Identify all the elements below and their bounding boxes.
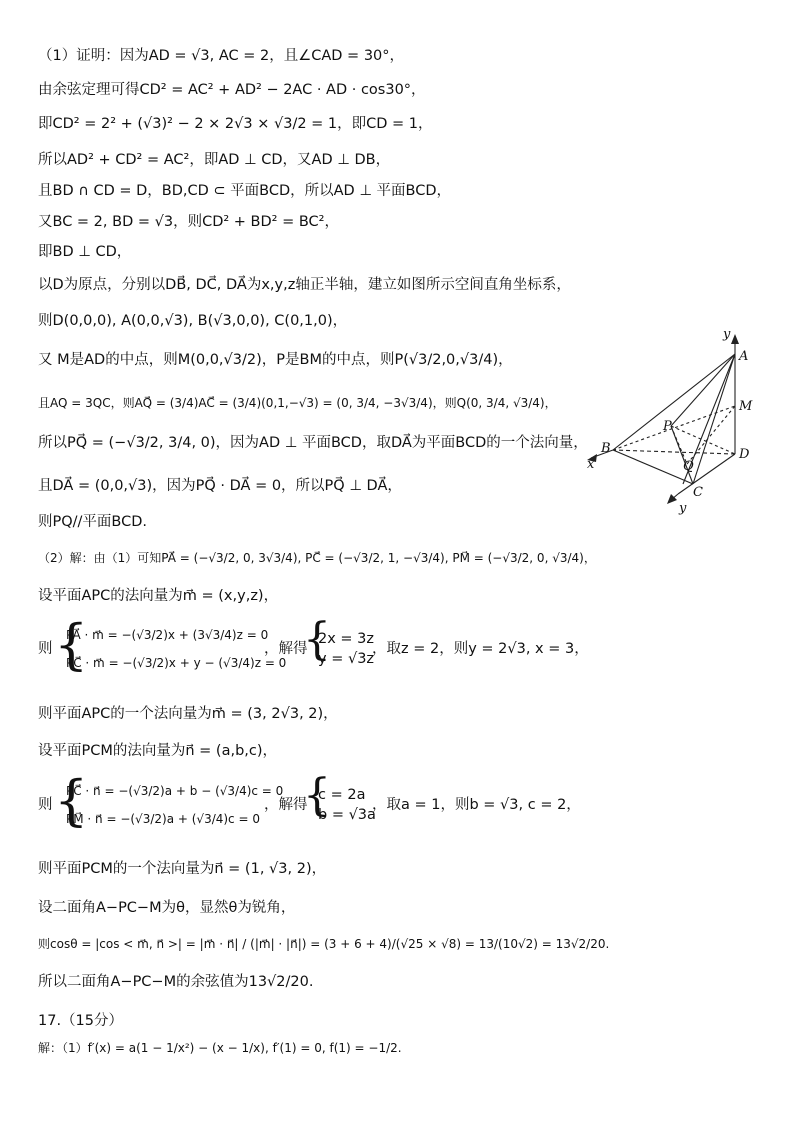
text-line: 则PQ//平面BCD. bbox=[38, 514, 148, 530]
system-prefix: 则 bbox=[38, 797, 53, 813]
text-line: 则cosθ = |cos < m⃗, n⃗ >| = |m⃗ · n⃗| / (|m⃗| · |n⃗|) = (3 + 6 + 4)/(√25 × √8) = 13/(10√2) = 13√2/20. bbox=[38, 937, 610, 951]
label-x: x bbox=[587, 457, 595, 472]
label-y-bottom: y bbox=[679, 501, 687, 516]
label-y-top: y bbox=[723, 327, 731, 342]
edge-pa bbox=[671, 354, 735, 426]
text-line: 设平面PCM的法向量为n⃗ = (a,b,c)， bbox=[38, 743, 278, 759]
equation: PA⃗ · m⃗ = −(√3/2)x + (3√3/4)z = 0 bbox=[66, 628, 269, 642]
text-line: 且BD ∩ CD = D，BD,CD ⊂ 平面BCD，所以AD ⊥ 平面BCD， bbox=[38, 183, 452, 199]
text-line: 由余弦定理可得CD² = AC² + AD² − 2AC · AD · cos30°， bbox=[38, 82, 426, 98]
label-a: A bbox=[739, 349, 749, 364]
text-line: 且DA⃗ = (0,0,√3)，因为PQ⃗ · DA⃗ = 0，所以PQ⃗ ⊥ DA⃗， bbox=[38, 478, 402, 494]
label-d: D bbox=[739, 447, 750, 462]
text-line: 即CD² = 2² + (√3)² − 2 × 2√3 × √3/2 = 1，即CD = 1， bbox=[38, 116, 433, 132]
text-line: 设二面角A−PC−M为θ，显然θ为锐角， bbox=[38, 900, 296, 916]
left-brace: { bbox=[303, 770, 331, 821]
left-brace: { bbox=[54, 613, 89, 676]
system-prefix: 则 bbox=[38, 641, 53, 657]
text-line: 设平面APC的法向量为m⃗ = (x,y,z)， bbox=[38, 588, 279, 604]
equation: PM⃗ · n⃗ = −(√3/2)a + (√3/4)c = 0 bbox=[66, 812, 260, 826]
system-mid: ，解得 bbox=[264, 641, 308, 657]
text-line: 即BD ⊥ CD， bbox=[38, 244, 132, 260]
text-line: 则D(0,0,0), A(0,0,√3), B(√3,0,0), C(0,1,0)， bbox=[38, 313, 348, 329]
equation: PC⃗ · m⃗ = −(√3/2)x + y − (√3/4)z = 0 bbox=[66, 656, 287, 670]
text-line: 则平面PCM的一个法向量为n⃗ = (1, √3, 2)， bbox=[38, 861, 327, 877]
x-axis-hidden bbox=[613, 450, 735, 454]
system-tail: ，取a = 1，则b = √3, c = 2， bbox=[372, 797, 581, 813]
left-brace: { bbox=[54, 769, 89, 832]
text-line: 以D为原点，分别以DB⃗, DC⃗, DA⃗为x,y,z轴正半轴，建立如图所示空间直角坐标系， bbox=[38, 277, 571, 293]
text-line: 解：（1）f′(x) = a(1 − 1/x²) − (x − 1/x), f′(1) = 0, f(1) = −1/2. bbox=[38, 1041, 402, 1055]
text-line: 所以PQ⃗ = (−√3/2, 3/4, 0)，因为AD ⊥ 平面BCD，取DA⃗为平面BCD的一个法向量， bbox=[38, 435, 588, 451]
label-q: Q bbox=[683, 459, 694, 474]
solution: c = 2a bbox=[318, 787, 366, 803]
edge-bm bbox=[613, 406, 735, 450]
solution: 2x = 3z bbox=[318, 631, 375, 647]
label-c: C bbox=[693, 485, 703, 500]
label-p: P bbox=[663, 419, 672, 434]
text-line: （1）证明：因为AD = √3, AC = 2，且∠CAD = 30°， bbox=[38, 48, 405, 64]
text-line: 则平面APC的一个法向量为m⃗ = (3, 2√3, 2)， bbox=[38, 706, 338, 722]
text-line: 所以AD² + CD² = AC²，即AD ⊥ CD，又AD ⊥ DB， bbox=[38, 152, 391, 168]
text-line: 17.（15分） bbox=[38, 1013, 124, 1029]
edge-bc bbox=[613, 450, 693, 484]
geometry-figure bbox=[583, 326, 763, 516]
text-line: 又BC = 2, BD = √3，则CD² + BD² = BC²， bbox=[38, 214, 339, 230]
edge-ba bbox=[613, 354, 735, 450]
solution: y = √3z bbox=[318, 651, 375, 667]
solution: b = √3a bbox=[318, 807, 376, 823]
text-line: （2）解：由（1）可知PA⃗ = (−√3/2, 0, 3√3/4), PC⃗ = (−√3/2, 1, −√3/4), PM⃗ = (−√3/2, 0, √3/4)， bbox=[38, 551, 596, 565]
text-line: 且AQ = 3QC，则AQ⃗ = (3/4)AC⃗ = (3/4)(0,1,−√3) = (0, 3/4, −3√3/4)，则Q(0, 3/4, √3/4)， bbox=[38, 396, 557, 410]
text-line: 所以二面角A−PC−M的余弦值为13√2/20. bbox=[38, 974, 314, 990]
label-m: M bbox=[739, 399, 753, 414]
z-arrow bbox=[731, 334, 739, 344]
equation: PC⃗ · n⃗ = −(√3/2)a + b − (√3/4)c = 0 bbox=[66, 784, 284, 798]
left-brace: { bbox=[303, 614, 331, 665]
text-line: 又 M是AD的中点，则M(0,0,√3/2)，P是BM的中点，则P(√3/2,0,√3/4)， bbox=[38, 352, 513, 368]
system-tail: ，取z = 2，则y = 2√3, x = 3， bbox=[372, 641, 589, 657]
label-b: B bbox=[601, 441, 611, 456]
system-mid: ，解得 bbox=[264, 797, 308, 813]
